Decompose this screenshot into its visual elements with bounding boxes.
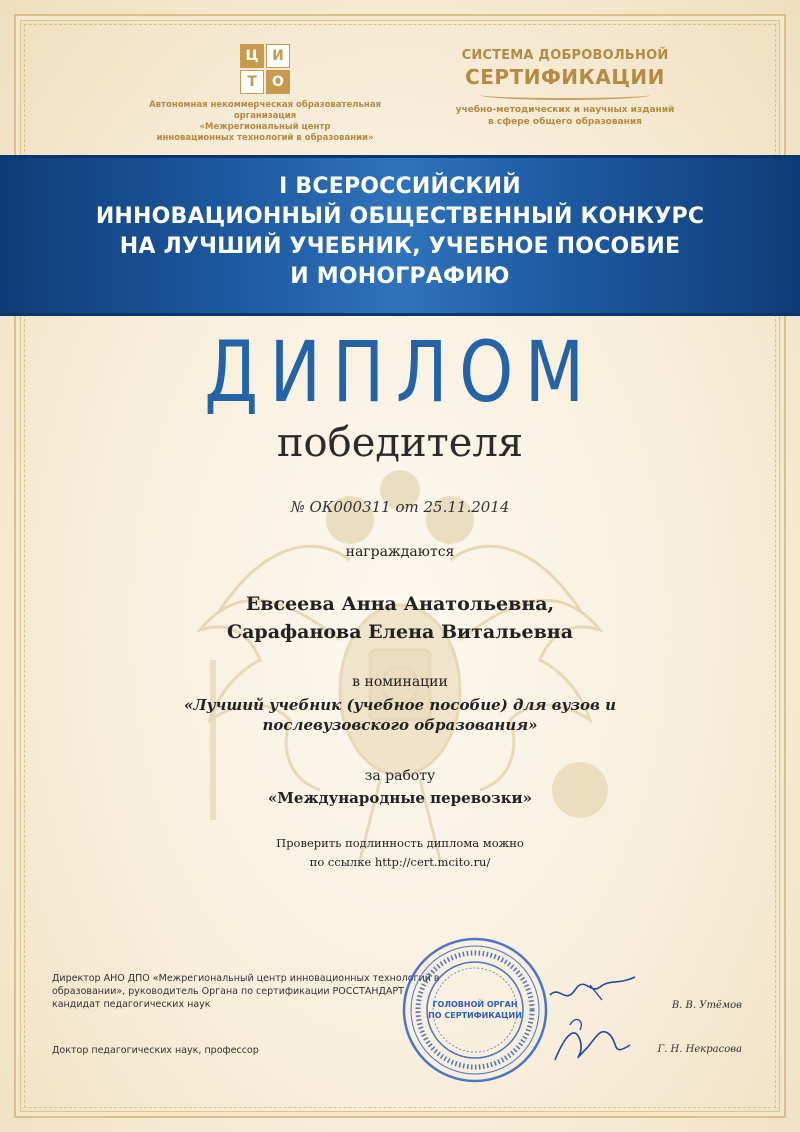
contest-title-line: I ВСЕРОССИЙСКИЙ: [279, 174, 521, 199]
cito-letter-2: И: [266, 44, 290, 68]
doctor-credentials: Доктор педагогических наук, профессор: [52, 1045, 259, 1056]
org-line: инновационных технологий в образовании»: [156, 133, 374, 143]
diploma-subtitle: победителя: [276, 420, 524, 466]
recipients: [0, 590, 800, 646]
cert-system-sub: [440, 104, 690, 128]
diploma-title: ДИПЛОМ: [204, 323, 596, 421]
certification-stamp-icon: [400, 935, 550, 1085]
nomination-line: послевузовского образования»: [262, 716, 538, 734]
cert-system-sub-line: учебно-методических и научных изданий: [455, 105, 675, 115]
stamp-center-line1: ГОЛОВНОЙ ОРГАН: [432, 1000, 518, 1009]
contest-title: [0, 172, 800, 292]
contest-title-line: И МОНОГРАФИЮ: [290, 264, 510, 289]
director-line: кандидат педагогических наук: [52, 999, 211, 1010]
cert-system-logo: [440, 48, 690, 128]
recipient-name: Евсеева Анна Анатольевна,: [245, 593, 555, 615]
contest-title-line: НА ЛУЧШИЙ УЧЕБНИК, УЧЕБНОЕ ПОСОБИЕ: [119, 234, 681, 259]
work-title: «Международные перевозки»: [267, 789, 533, 807]
nomination: [0, 695, 800, 735]
contest-title-line: ИННОВАЦИОННЫЙ ОБЩЕСТВЕННЫЙ КОНКУРС: [95, 204, 705, 229]
cito-letter-3: Т: [240, 70, 264, 94]
director-line: Директор АНО ДПО «Межрегиональный центр инновационных технологий в: [52, 973, 440, 984]
org-line: «Межрегиональный центр: [199, 122, 331, 132]
verify-line: по ссылке http://cert.mcito.ru/: [309, 855, 491, 869]
cito-letter-1: Ц: [240, 44, 264, 68]
diploma-number: № ОК000311 от 25.11.2014: [290, 498, 510, 516]
verification-note: [0, 834, 800, 872]
org-name: [120, 100, 410, 144]
cert-system-line1: СИСТЕМА ДОБРОВОЛЬНОЙ: [461, 48, 669, 63]
cito-logo-block: [120, 44, 410, 144]
nomination-label: в номинации: [352, 674, 448, 690]
cert-system-line2: СЕРТИФИКАЦИИ: [465, 65, 665, 89]
cito-logo: [240, 44, 290, 94]
director-name: В. В. Утёмов: [671, 1000, 742, 1011]
cito-letter-4: О: [266, 70, 290, 94]
cert-system-sub-line: в сфере общего образования: [488, 117, 642, 127]
swoosh-decoration: [480, 90, 650, 100]
recipient-name: Сарафанова Елена Витальевна: [226, 621, 574, 643]
nomination-line: «Лучший учебник (учебное пособие) для вузов и: [184, 696, 616, 714]
director-credentials: [52, 972, 440, 1011]
stamp-center-line2: ПО СЕРТИФИКАЦИИ: [428, 1011, 522, 1020]
work-label: за работу: [364, 768, 436, 784]
handwritten-signatures-icon: [540, 965, 640, 1075]
director-line: образовании», руководитель Органа по сертификации РОССТАНДАРТ,: [52, 986, 407, 997]
verify-line: Проверить подлинность диплома можно: [276, 836, 524, 850]
org-line: Автономная некоммерческая образовательная организация: [149, 100, 381, 121]
doctor-name: Г. Н. Некрасова: [657, 1044, 742, 1055]
awarded-label: награждаются: [345, 544, 455, 560]
